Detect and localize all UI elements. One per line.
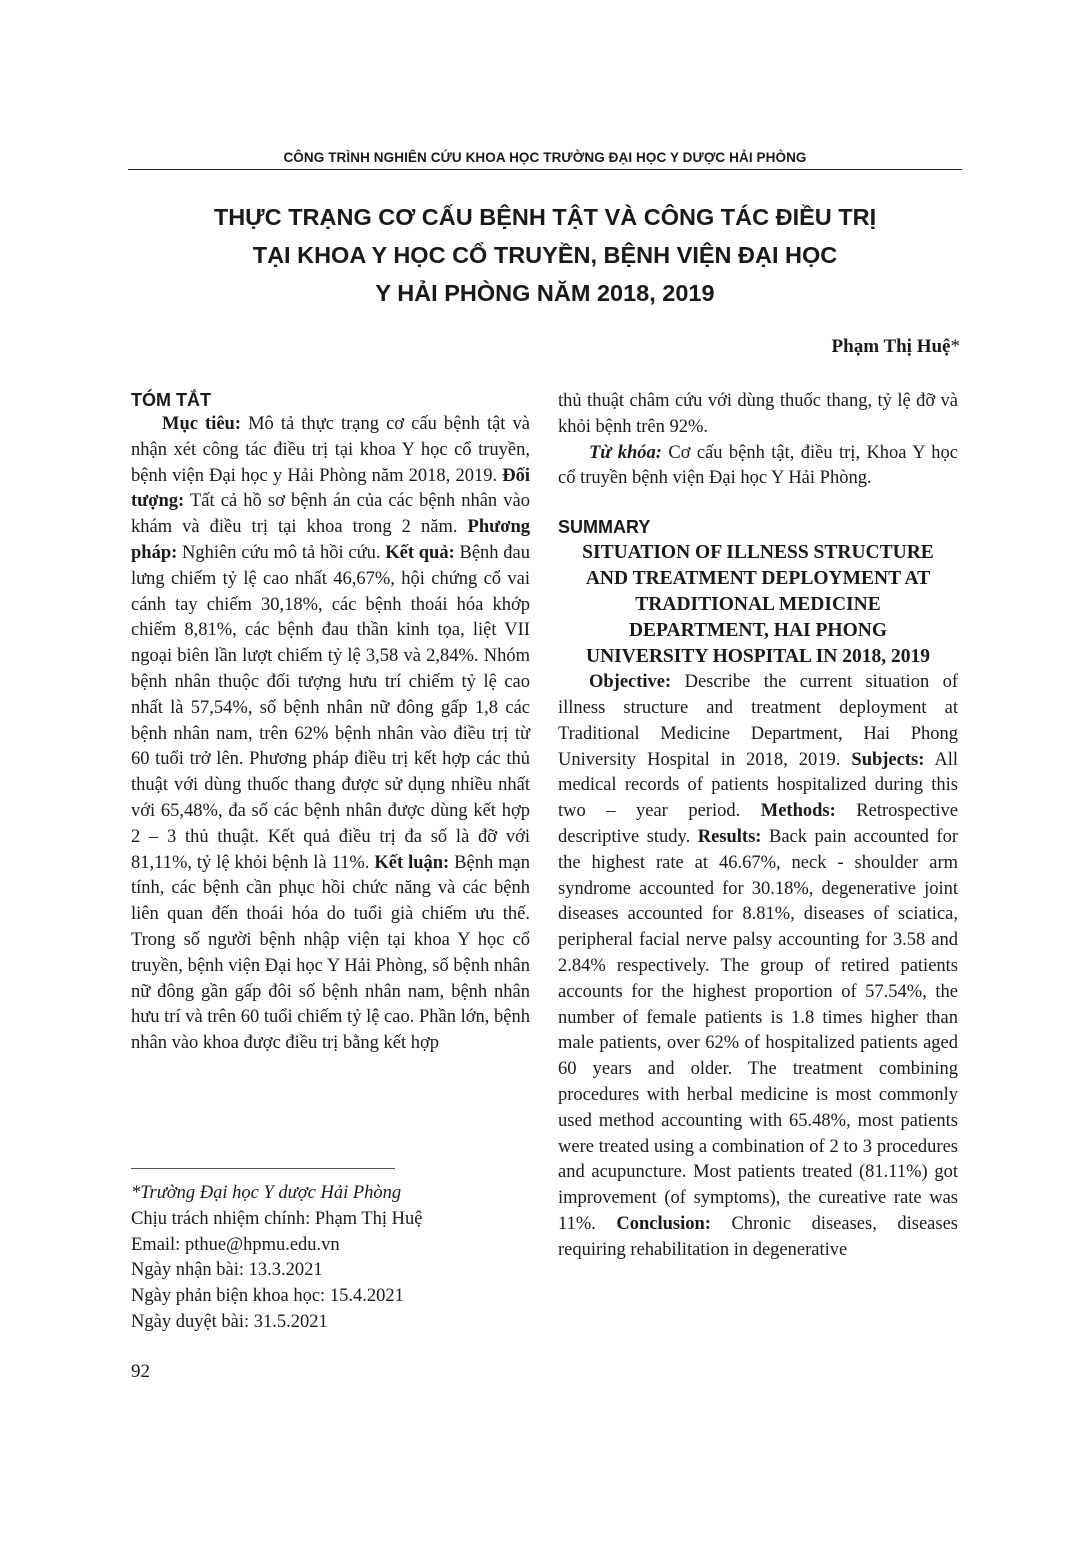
en-conclusion-label: Conclusion: xyxy=(616,1213,711,1234)
title-line: Y HẢI PHÒNG NĂM 2018, 2019 xyxy=(375,280,715,306)
english-title-line: AND TREATMENT DEPLOYMENT AT xyxy=(585,568,931,590)
english-title-line: DEPARTMENT, HAI PHONG xyxy=(628,620,888,642)
summary-heading: SUMMARY xyxy=(558,517,651,538)
left-column xyxy=(131,412,530,1057)
article-title xyxy=(128,198,962,312)
right-column xyxy=(558,389,958,1264)
english-title-line: SITUATION OF ILLNESS STRUCTURE xyxy=(582,542,934,564)
en-methods-text: Retrospective descriptive study. xyxy=(558,801,958,847)
results-text: Bệnh đau lưng chiếm tỷ lệ cao nhất 46,67%, hội chứng cổ vai cánh tay chiếm 30,18%, các bệnh thoái hóa khớp chiếm 8,81%, các bệnh đau thần kinh tọa, liệt VII ngoại biên lần lượt chiếm tỷ lệ 3,58 và 2,84%. Nhóm bệnh nhân thuộc đối tượng hưu trí chiếm tỷ lệ cao nhất là 57,54%, số bệnh nhân nữ đông gấp 1,8 các bệnh nhân nam, trên 62% bệnh nhân vào điều trị từ 60 tuổi trở lên. Phương pháp điều trị kết hợp các thủ thuật với dùng thuốc thang được sử dụng nhiều nhất với 65,48%, đa số các bệnh nhân được dùng kết hợp 2 – 3 thủ thuật. Kết quả điều trị đa số là đỡ với 81,11%, tỷ lệ khỏi bệnh là 11%. xyxy=(131,542,530,873)
page-number: 92 xyxy=(131,1361,150,1382)
author-line xyxy=(832,336,960,358)
english-title-line: UNIVERSITY HOSPITAL IN 2018, 2019 xyxy=(585,646,931,668)
accepted-date-note: Ngày duyệt bài: 31.5.2021 xyxy=(131,1311,328,1332)
corresponding-author-note: Chịu trách nhiệm chính: Phạm Thị Huệ xyxy=(131,1208,423,1229)
email-note: Email: pthue@hpmu.edu.vn xyxy=(131,1234,340,1255)
english-title xyxy=(558,540,958,670)
subjects-label: Đối tượng: xyxy=(131,465,530,512)
footnotes xyxy=(131,1181,423,1336)
english-title-line: TRADITIONAL MEDICINE xyxy=(635,594,881,616)
en-results-text: Back pain accounted for the highest rate at 46.67%, neck - shoulder arm syndrome accounted for 30.18%, degenerative joint diseases accounted for 8.81%, diseases of sciatica, peripheral facial nerve palsy accounting for 3.58 and 2.84% respectively. The group of retired patients accounts for the highest proportion of 57.54%, the number of female patients is 1.8 times higher than male patients, over 62% of hospitalized patients aged 60 years and older. The treatment combining procedures with herbal medicine is most commonly used method accounting with 65.48%, most patients were treated using a combination of 2 to 3 procedures and acupuncture. Most patients treated (81.11%) got improvement (of symptoms), the cureative rate was 11%. xyxy=(558,826,958,1234)
running-header: CÔNG TRÌNH NGHIÊN CỨU KHOA HỌC TRƯỜNG ĐẠI HỌC Y DƯỢC HẢI PHÒNG xyxy=(283,150,807,165)
en-objective-label: Objective: xyxy=(589,672,672,693)
keywords-text: Cơ cấu bệnh tật, điều trị, Khoa Y học cổ truyền bệnh viện Đại học Y Hải Phòng. xyxy=(558,442,958,489)
objective-label: Mục tiêu: xyxy=(162,414,242,434)
keywords-label: Từ khóa: xyxy=(589,442,662,463)
methods-label: Phương pháp: xyxy=(131,517,530,563)
abstract-heading: TÓM TẮT xyxy=(131,390,211,410)
author-mark: * xyxy=(950,336,960,357)
en-results-label: Results: xyxy=(697,826,762,847)
en-subjects-label: Subjects: xyxy=(851,749,925,770)
received-date-note: Ngày nhận bài: 13.3.2021 xyxy=(131,1260,323,1281)
summary-body xyxy=(558,670,958,1263)
results-label: Kết quả: xyxy=(385,542,455,563)
footnote-rule xyxy=(131,1168,395,1169)
affiliation-note: *Trường Đại học Y dược Hải Phòng xyxy=(131,1183,402,1203)
review-date-note: Ngày phản biện khoa học: 15.4.2021 xyxy=(131,1286,404,1307)
header-rule xyxy=(128,169,962,170)
conclusion-text-left: Bệnh mạn tính, các bệnh cần phục hồi chức năng và các bệnh liên quan đến thoái hóa do tuổi già chiếm ưu thế. Trong số người bệnh nhập viện tại khoa Y học cổ truyền, bệnh viện Đại học Y Hải Phòng, số bệnh nhân nữ đông gần gấp đôi số bệnh nhân nam, bệnh nhân hưu trí và trên 60 tuổi chiếm tỷ lệ cao. Phần lớn, bệnh nhân vào khoa được điều trị bằng kết hợp xyxy=(131,852,531,1054)
en-conclusion-text: Chronic diseases, diseases requiring rehabilitation in degenerative xyxy=(558,1213,958,1260)
objective-text: Mô tả thực trạng cơ cấu bệnh tật và nhận xét công tác điều trị tại khoa Y học cổ truyền, bệnh viện Đại học y Hải Phòng năm 2018, 2019. xyxy=(131,414,530,486)
conclusion-label: Kết luận: xyxy=(374,852,450,873)
title-line: TẠI KHOA Y HỌC CỔ TRUYỀN, BỆNH VIỆN ĐẠI HỌC xyxy=(252,242,838,268)
en-objective-text: Describe the current situation of illness structure and treatment deployment at Traditional Medicine Department, Hai Phong University Hospital in 2018, 2019. xyxy=(558,672,958,770)
en-subjects-text: All medical records of patients hospitalized during this two – year period. xyxy=(558,749,959,822)
methods-text: Nghiên cứu mô tả hồi cứu. xyxy=(177,542,386,563)
subjects-text: Tất cả hồ sơ bệnh án của các bệnh nhân vào khám và điều trị tại khoa trong 2 năm. xyxy=(131,491,530,538)
abstract-body xyxy=(131,412,530,1057)
en-methods-label: Methods: xyxy=(760,801,836,822)
title-line: THỰC TRẠNG CƠ CẤU BỆNH TẬT VÀ CÔNG TÁC ĐIỀU TRỊ xyxy=(213,204,877,230)
author-name: Phạm Thị Huệ xyxy=(831,336,951,357)
keywords xyxy=(558,441,958,493)
abstract-body-continued: thủ thuật châm cứu với dùng thuốc thang, tỷ lệ đỡ và khỏi bệnh trên 92%. xyxy=(558,391,958,437)
